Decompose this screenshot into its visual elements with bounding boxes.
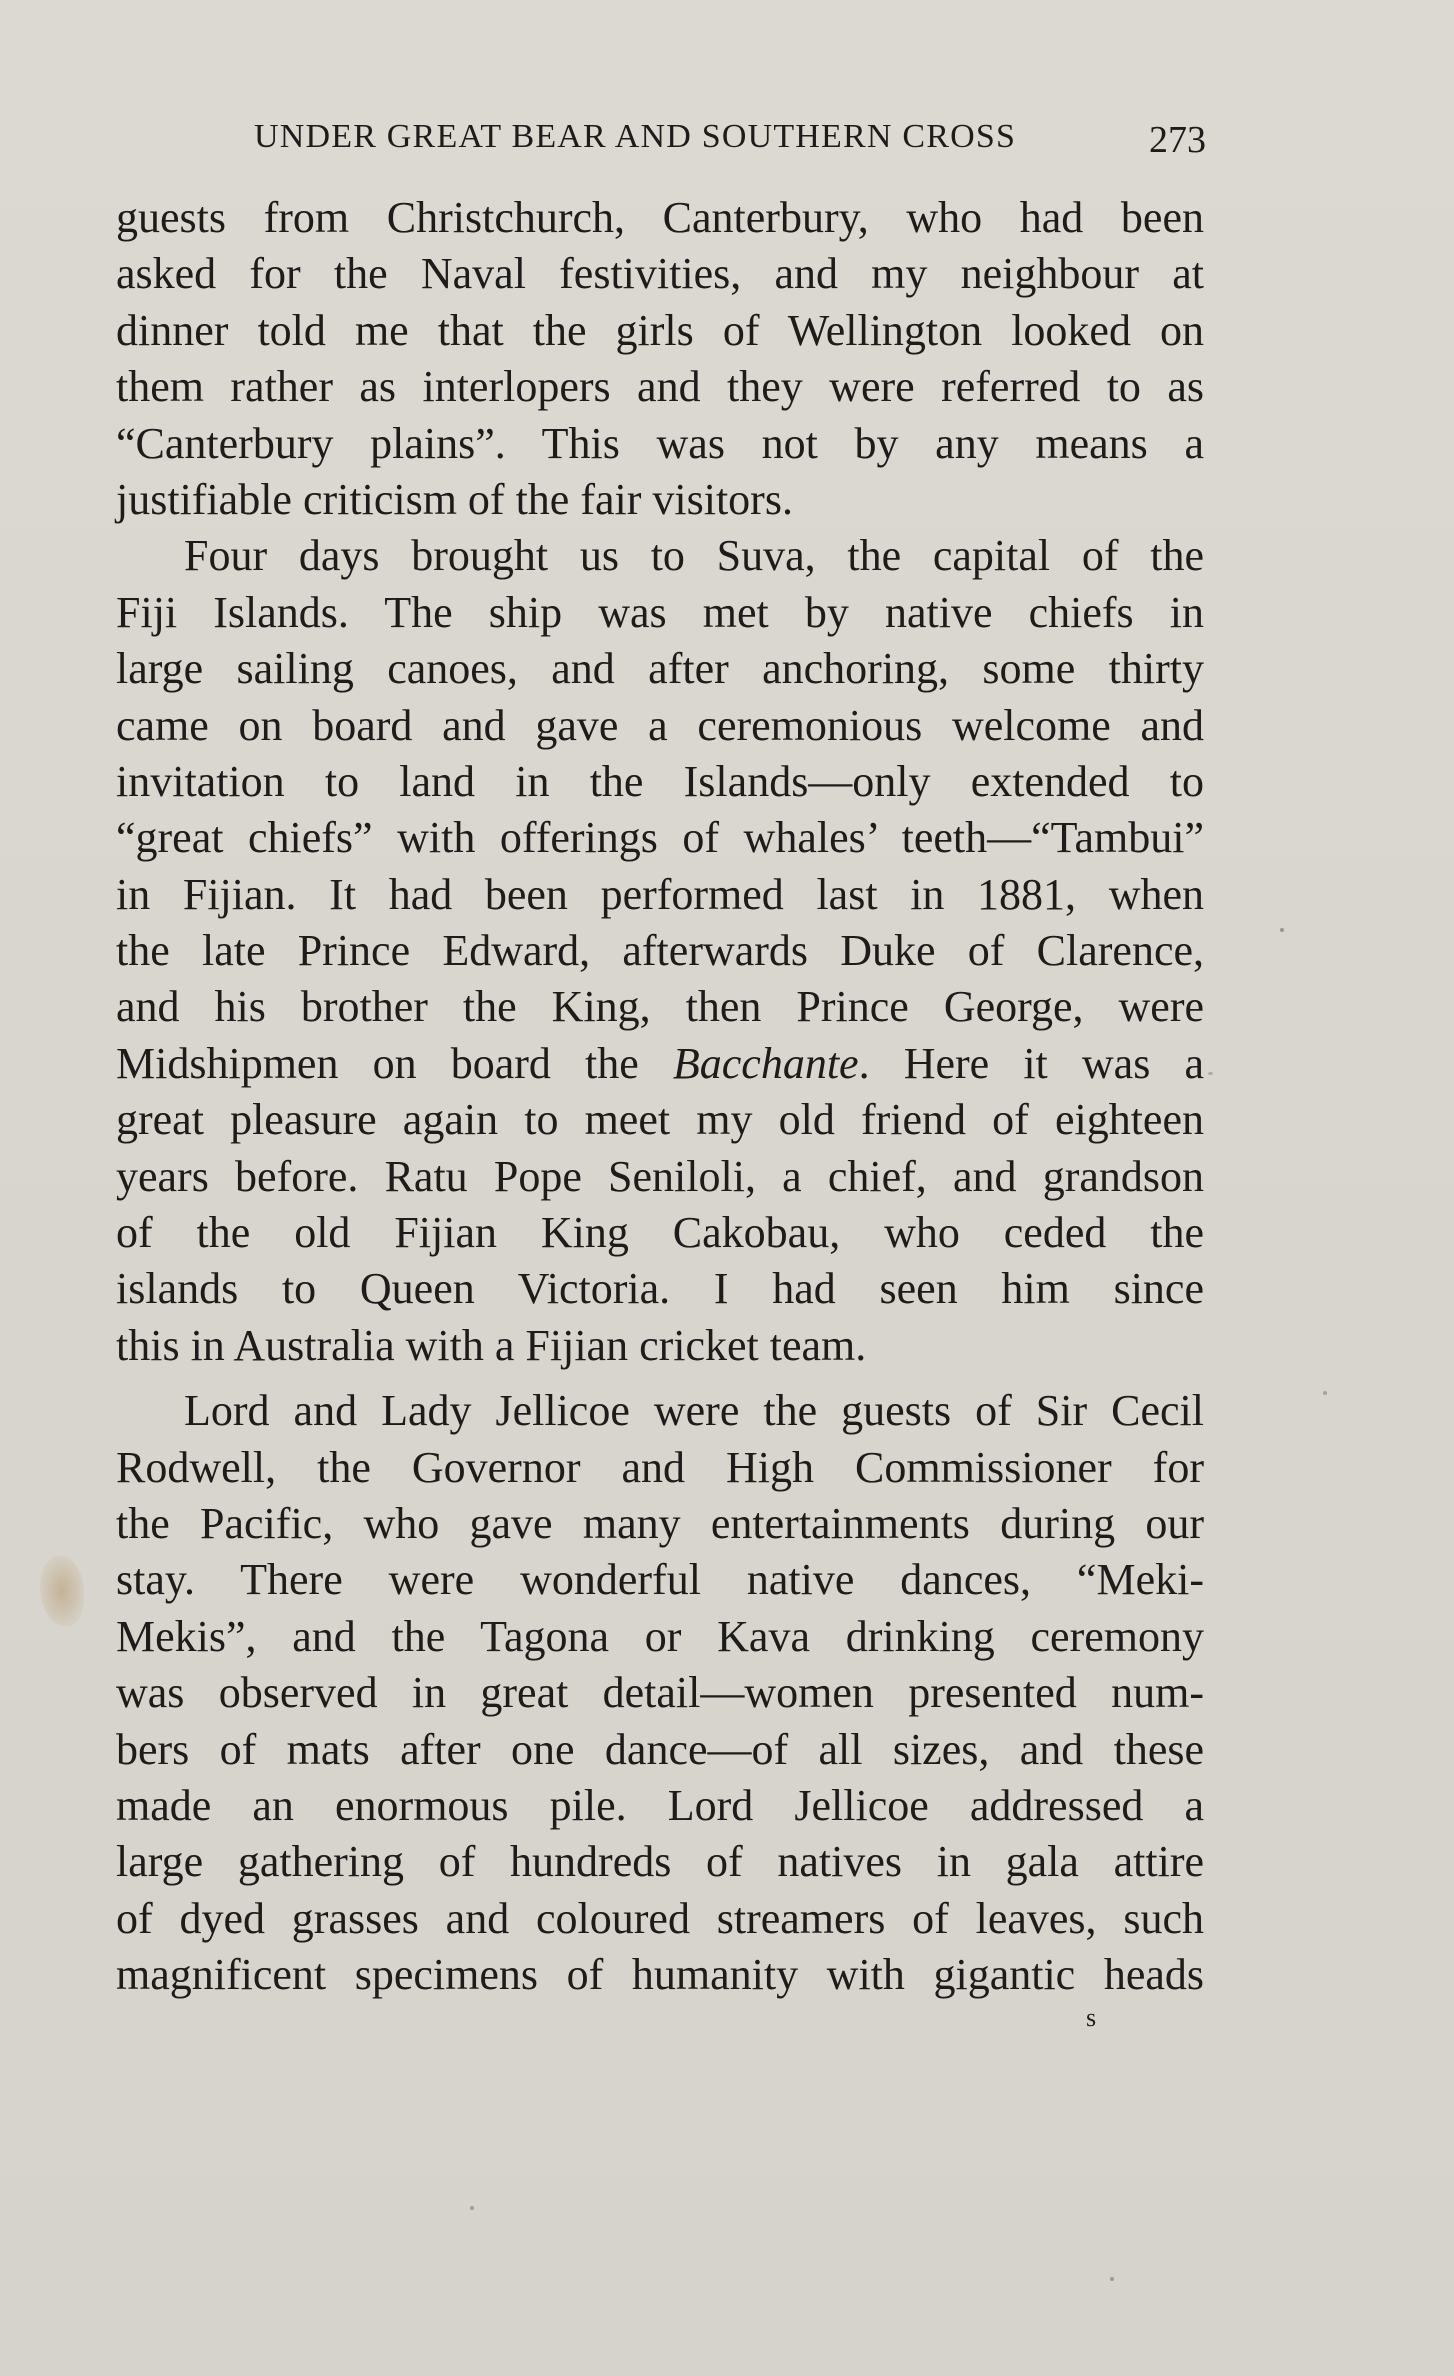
text-line: dinner told me that the girls of Wellington looked on [116,305,1204,355]
text-line: of dyed grasses and coloured streamers of leaves, such [116,1893,1204,1943]
text-line: was observed in great detail—women presented num- [116,1668,1204,1718]
text-line: Fiji Islands. The ship was met by native chiefs in [116,587,1204,637]
text-line: large sailing canoes, and after anchoring, some thirty [116,644,1204,694]
signature-mark: s [1086,2003,1097,2032]
text-line: years before. Ratu Pope Seniloli, a chief, and grandson [116,1151,1204,1201]
text-segment: . Here it was a [858,1038,1204,1088]
text-line: Rodwell, the Governor and High Commissioner for [116,1442,1204,1492]
text-line: islands to Queen Victoria. I had seen him since [116,1264,1204,1314]
text-line: the Pacific, who gave many entertainments during our [116,1498,1204,1548]
text-line: asked for the Naval festivities, and my neighbour at [116,249,1204,299]
text-line: made an enormous pile. Lord Jellicoe addressed a [116,1780,1204,1830]
text-line: in Fijian. It had been performed last in 1881, when [116,869,1204,919]
text-line: justifiable criticism of the fair visitors. [116,474,793,524]
text-line: Mekis”, and the Tagona or Kava drinking ceremony [116,1611,1204,1661]
paper-speck [470,2206,474,2210]
paper-speck [1208,1072,1213,1075]
paper-speck [1280,928,1284,932]
paper-speck [1323,1391,1327,1395]
page-number: 273 [1149,119,1206,161]
ship-name: Bacchante [672,1038,859,1088]
text-segment: Midshipmen on board the [116,1038,673,1088]
paragraph-gap [116,1374,1204,1383]
paper-speck [1110,2277,1114,2281]
text-line: this in Australia with a Fijian cricket team. [116,1320,867,1370]
text-line: the late Prince Edward, afterwards Duke of Clarence, [116,926,1204,976]
text-line: invitation to land in the Islands—only extended to [116,756,1204,806]
text-line: and his brother the King, then Prince George, were [116,982,1204,1032]
paper-stain [40,1556,84,1626]
text-line: great pleasure again to meet my old friend of eighteen [116,1095,1204,1145]
text-line: large gathering of hundreds of natives in gala attire [116,1837,1204,1887]
text-line: bers of mats after one dance—of all sizes, and these [116,1724,1204,1774]
text-line: magnificent specimens of humanity with gigantic heads [116,1950,1204,2000]
text-line: them rather as interlopers and they were referred to as [116,362,1204,412]
running-title: UNDER GREAT BEAR AND SOUTHERN CROSS [254,118,1017,155]
text-line: Four days brought us to Suva, the capital of the [184,531,1204,581]
text-line [116,1036,1204,1092]
text-line: stay. There were wonderful native dances, “Meki- [116,1555,1204,1605]
running-head [254,118,1206,168]
text-line: Lord and Lady Jellicoe were the guests of Sir Cecil [184,1386,1204,1436]
text-line: “Canterbury plains”. This was not by any means a [116,418,1204,468]
text-line: guests from Christchurch, Canterbury, who had been [116,193,1204,242]
text-line: “great chiefs” with offerings of whales’ teeth—“Tambui” [116,813,1204,863]
text-line: came on board and gave a ceremonious welcome and [116,700,1204,750]
text-line: of the old Fijian King Cakobau, who ceded the [116,1208,1204,1258]
body-text [116,190,1204,2004]
